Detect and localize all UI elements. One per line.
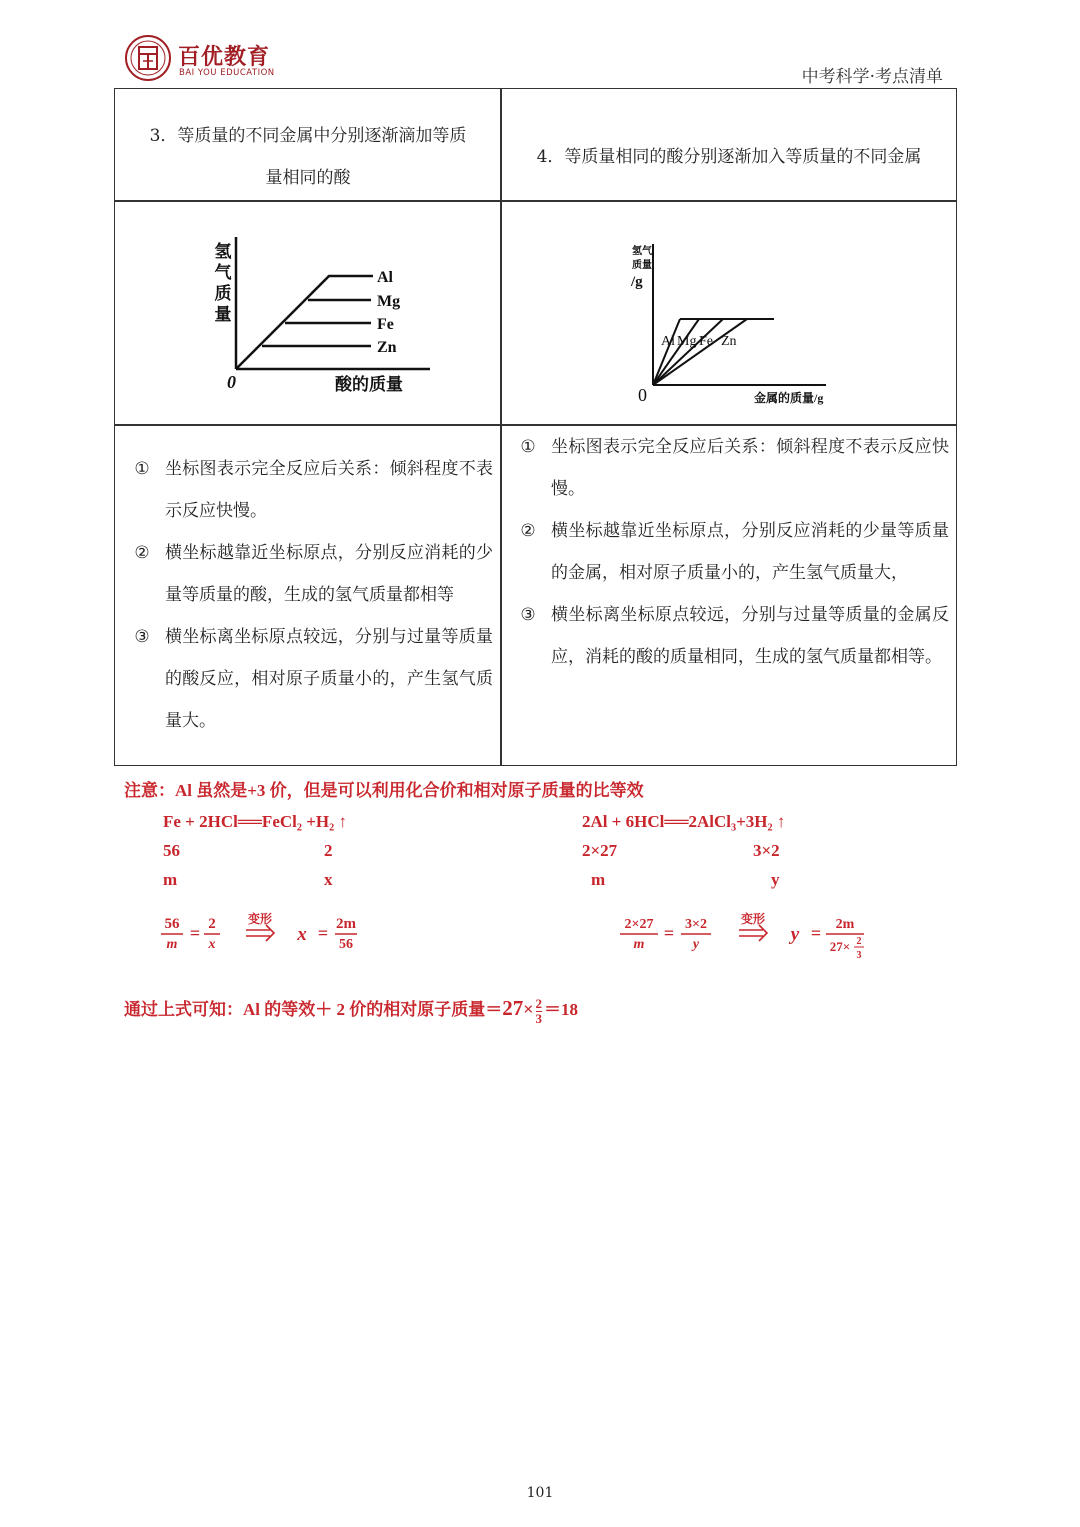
frac-numerator: 56 [164,916,180,932]
note-number: ① [134,459,150,479]
note-item [509,594,949,678]
svg-text:=: = [810,923,822,943]
y-label-char-1: 氢 [214,242,232,261]
frac-denominator: 56 [339,937,353,952]
frac-denominator: m [633,937,645,952]
h2-mass-3x2: 3×2 [753,841,780,860]
conclusion-27: 27 [502,996,524,1020]
note-text: 坐标图表示完全反应后关系：倾斜程度不表示反应快慢。 [165,459,493,521]
logo-emblem-icon [124,34,172,82]
frac-denominator: 27× [829,939,851,954]
y-label-char-2: 气 [214,263,232,282]
double-arrow-icon [739,925,767,941]
conclusion-fraction [536,997,543,1026]
solve-variable: y [790,924,800,945]
series-label-al: Al [661,334,675,349]
y-axis-label [215,241,233,324]
series-label-mg: Mg [377,293,401,310]
fraction-denominator: 3 [535,1010,543,1026]
al-mass-2x27: 2×27 [582,841,618,860]
small-frac-denominator: 3 [856,950,862,961]
origin-label: 0 [638,385,647,405]
note-item [509,426,949,510]
notice-text: 注意：Al 虽然是+3 价，但是可以利用化合价和相对原子质量的比等效 [124,781,644,800]
x-axis-label: 金属的质量/g [754,391,824,405]
frac-denominator: y [692,937,700,952]
fe-reaction: Fe + 2HCl══FeCl₂ +H₂ ↑ [163,812,347,831]
transform-label: 变形 [740,912,766,926]
col4-notes [509,426,949,678]
note-item [123,616,493,742]
note-number: ① [520,437,536,457]
h2-unknown-x: x [324,870,333,889]
fraction-numerator: 2 [535,995,543,1011]
svg-text:=: = [663,923,675,943]
header-subject: 中考科学·考点清单 [801,67,943,87]
note-item [509,510,949,594]
note-item [123,532,493,616]
series-label-mg: Mg [677,334,697,349]
svg-text:氢气: 氢气 [632,246,652,257]
col3-title-line2: 量相同的酸 [265,168,351,188]
comparison-table [114,88,957,766]
note-text: 横坐标越靠近坐标原点，分别反应消耗的少量等质量的酸，生成的氢气质量都相等 [165,543,493,605]
series-label-zn: Zn [721,334,737,349]
frac-numerator: 2m [835,917,855,932]
svg-text:=: = [189,923,201,943]
svg-text:=: = [317,923,329,943]
frac-denominator: m [166,937,178,952]
graph-metal-fixed [115,202,499,422]
series-label-al: Al [377,269,393,286]
note-text: 横坐标离坐标原点较远，分别与过量等质量的金属反应，消耗的酸的质量相同，生成的氢气质量都相等。 [551,605,949,667]
logo-chinese-name: 百优教育 [178,45,271,70]
conclusion-times: × [523,999,534,1019]
line-fe [653,319,723,385]
note-number: ③ [520,605,536,625]
note-text: 坐标图表示完全反应后关系：倾斜程度不表示反应快慢。 [551,437,949,499]
col3-title-line1: 3．等质量的不同金属中分别逐渐滴加等质 [149,126,467,146]
y-axis-label [630,244,653,290]
conclusion-text: 通过上式可知：Al 的等效＋ 2 价的相对原子质量＝ [124,1000,503,1019]
h2-unknown-y: y [771,870,780,889]
series-label-fe: Fe [377,316,394,333]
solve-variable: x [297,924,307,945]
y-label-char-4: 量 [214,305,232,324]
graph-acid-fixed [502,202,956,422]
h2-mass-2: 2 [324,841,333,860]
col3-notes [123,448,493,742]
note-number: ③ [134,627,150,647]
fe-unknown-m: m [163,870,178,889]
brand-logo [124,34,284,88]
svg-text:质量: 质量 [632,260,652,271]
logo-english-name: BAI YOU EDUCATION [179,68,275,78]
fe-mass-56: 56 [163,841,180,860]
series-label-zn: Zn [377,339,397,356]
conclusion-result: ＝18 [544,1000,579,1019]
al-proportion-formula [614,906,874,968]
double-arrow-icon [246,925,274,941]
note-number: ② [134,543,150,563]
col3-title [115,115,501,199]
y-label-char-3: 质 [214,284,232,303]
note-item [123,448,493,532]
frac-numerator: 2 [208,916,216,932]
note-text: 横坐标离坐标原点较远，分别与过量等质量的酸反应，相对原子质量小的，产生氢气质量大。 [165,627,493,731]
frac-denominator: x [208,937,216,952]
note-number: ② [520,521,536,541]
frac-numerator: 3×2 [685,917,707,932]
note-text: 横坐标越靠近坐标原点，分别反应消耗的少量等质量的金属，相对原子质量小的，产生氢气质量大， [551,521,949,583]
frac-numerator: 2m [336,916,356,932]
col4-title: 4．等质量相同的酸分别逐渐加入等质量的不同金属 [536,147,922,167]
frac-numerator: 2×27 [624,917,654,932]
series-label-fe: Fe [699,334,713,349]
x-axis-label: 酸的质量 [335,375,403,394]
conclusion [124,995,578,1026]
svg-text:/g: /g [631,274,643,290]
origin-label: 0 [227,372,236,392]
fe-proportion-formula [158,906,378,958]
al-reaction: 2Al + 6HCl══2AlCl₃+3H₂ ↑ [582,812,786,831]
transform-label: 变形 [247,912,273,926]
small-frac-numerator: 2 [856,936,862,947]
al-unknown-m: m [591,870,606,889]
page-number: 101 [526,1485,554,1501]
